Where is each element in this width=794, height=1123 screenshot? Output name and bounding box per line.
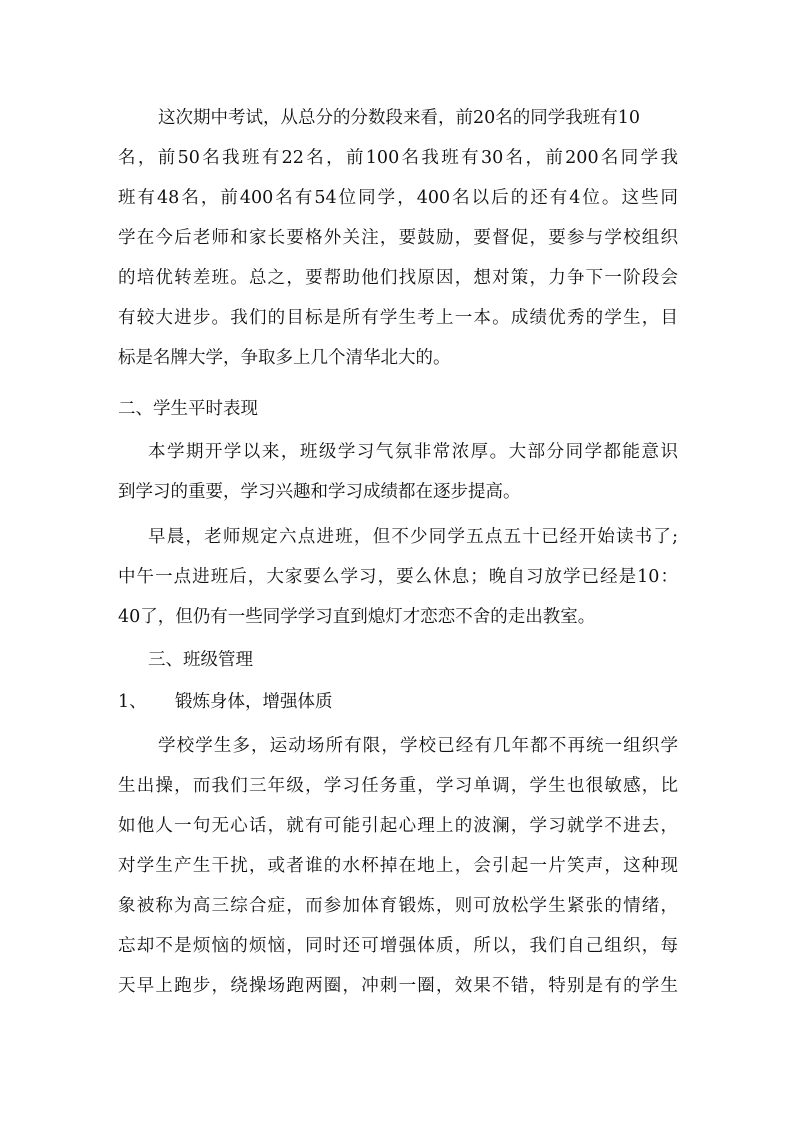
para2-line-2: 到学习的重要，学习兴趣和学习成绩都在逐步提高。 [118, 482, 521, 502]
para3-line-3: 40了，但仍有一些同学学习直到熄灯才恋恋不舍的走出教室。 [118, 607, 596, 627]
para4-line-7: 天早上跑步，绕操场跑两圈，冲刺一圈，效果不错，特别是有的学生 [118, 976, 678, 996]
para4-line-4: 对学生产生干扰，或者谁的水杯掉在地上，会引起一片笑声，这种现 [118, 856, 678, 876]
para1-line-6: 有较大进步。我们的目标是所有学生考上一本。成绩优秀的学生，目 [118, 308, 678, 328]
para4-line-5: 象被称为高三综合症，而参加体育锻炼，则可放松学生紧张的情绪， [118, 896, 678, 916]
para1-line-4: 学在今后老师和家长要格外关注，要鼓励，要督促，要参与学校组织 [118, 228, 678, 248]
para1-line-5: 的培优转差班。总之，要帮助他们找原因，想对策，力争下一阶段会 [118, 268, 678, 288]
para2-line-1: 本学期开学以来，班级学习气氛非常浓厚。大部分同学都能意识 [148, 442, 678, 462]
para1-line-2: 名，前50名我班有22名，前100名我班有30名，前200名同学我 [118, 148, 678, 168]
para1-line-1: 这次期中考试，从总分的分数段来看，前20名的同学我班有10 [158, 108, 641, 128]
section-heading-3: 三、班级管理 [148, 650, 253, 670]
para4-line-3: 如他人一句无心话，就有可能引起心理上的波澜，学习就学不进去， [118, 816, 678, 836]
para1-line-7: 标是名牌大学，争取多上几个清华北大的。 [118, 348, 451, 368]
para4-line-1: 学校学生多，运动场所有限，学校已经有几年都不再统一组织学 [158, 736, 678, 756]
list-item-text: 锻炼身体，增强体质 [175, 692, 333, 712]
para4-line-6: 忘却不是烦恼的烦恼，同时还可增强体质，所以，我们自己组织，每 [118, 936, 678, 956]
para3-line-1: 早晨，老师规定六点进班，但不少同学五点五十已经开始读书了; [148, 527, 678, 547]
list-item-number: 1、 [118, 692, 147, 712]
para1-line-3: 班有48名，前400名有54位同学，400名以后的还有4位。这些同 [118, 188, 678, 208]
para3-line-2: 中午一点进班后，大家要么学习，要么休息；晚自习放学已经是10： [118, 567, 678, 587]
para4-line-2: 生出操，而我们三年级，学习任务重，学习单调，学生也很敏感，比 [118, 776, 678, 796]
section-heading-2: 二、学生平时表现 [118, 399, 258, 419]
